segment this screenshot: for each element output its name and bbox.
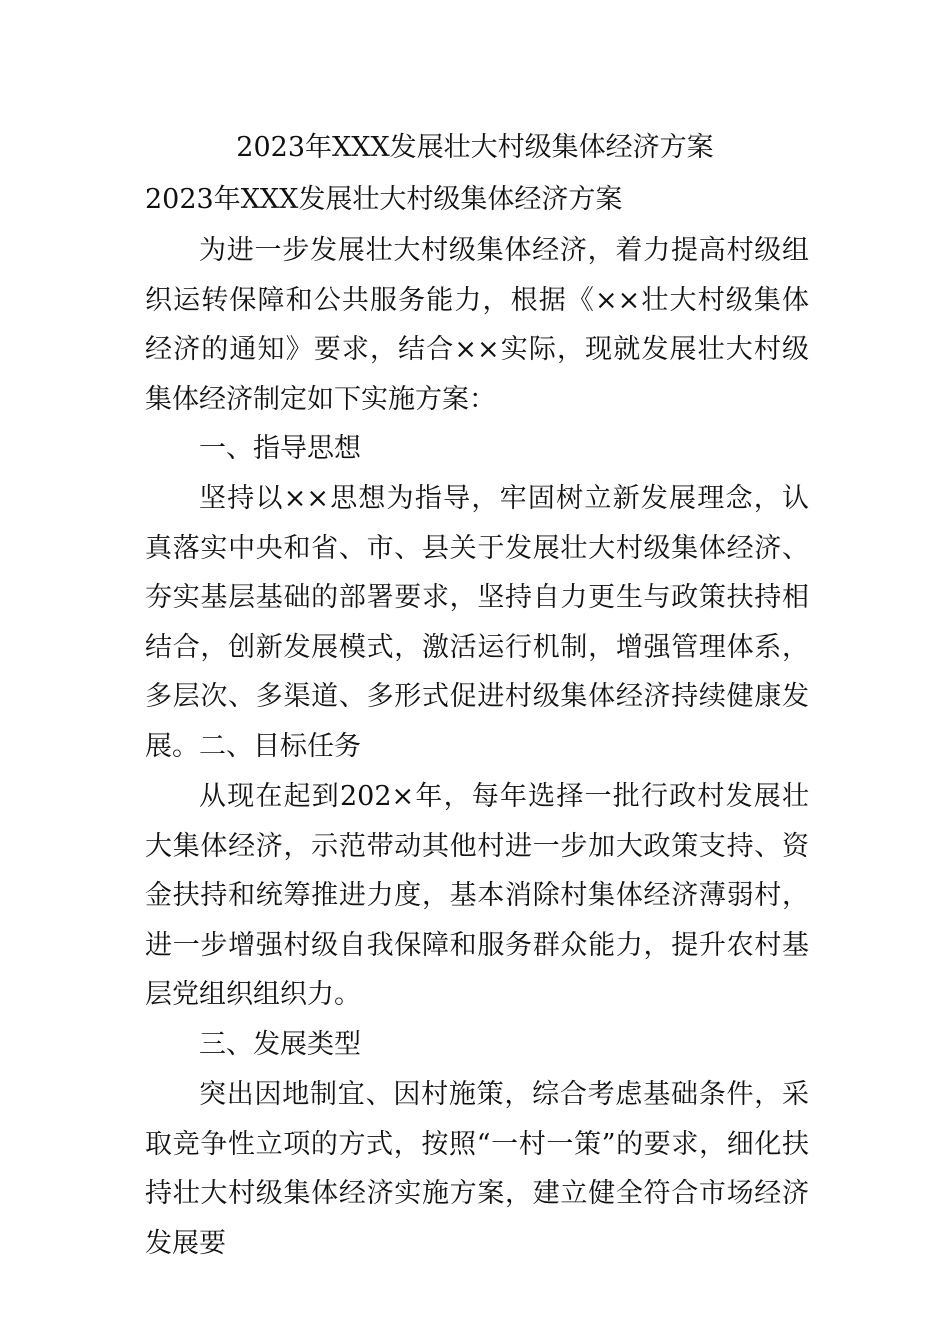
section-heading-development-types: 三、发展类型 (199, 1029, 361, 1060)
document-title: 2023年XXX发展壮大村级集体经济方案 (236, 132, 714, 163)
section-paragraph-guiding-ideology: 坚持以××思想为指导，牢固树立新发展理念，认真落实中央和省、市、县关于发展壮大村级集体经济、夯实基层基础的部署要求，坚持自力更生与政策扶持相结合，创新发展模式，激活运行机制，增强管理体系，多层次、多渠道、多形式促进村级集体经济持续健康发展。 (145, 483, 809, 762)
intro-paragraph: 为进一步发展壮大村级集体经济，着力提高村级组织运转保障和公共服务能力，根据《××壮大村级集体经济的通知》要求，结合××实际，现就发展壮大村级集体经济制定如下实施方案： (145, 235, 809, 415)
document-subtitle: 2023年XXX发展壮大村级集体经济方案 (145, 184, 623, 215)
section-heading-guiding-ideology: 一、指导思想 (199, 433, 361, 464)
section-heading-objectives: 二、目标任务 (199, 731, 361, 762)
section-paragraph-objectives: 从现在起到202×年，每年选择一批行政村发展壮大集体经济，示范带动其他村进一步加大政策支持、资金扶持和统筹推进力度，基本消除村集体经济薄弱村，进一步增强村级自我保障和服务群众能力，提升农村基层党组织组织力。 (145, 781, 809, 1011)
section-paragraph-development-types: 突出因地制宜、因村施策，综合考虑基础条件，采取竞争性立项的方式，按照“一村一策”的要求，细化扶持壮大村级集体经济实施方案，建立健全符合市场经济发展要 (145, 1079, 809, 1259)
